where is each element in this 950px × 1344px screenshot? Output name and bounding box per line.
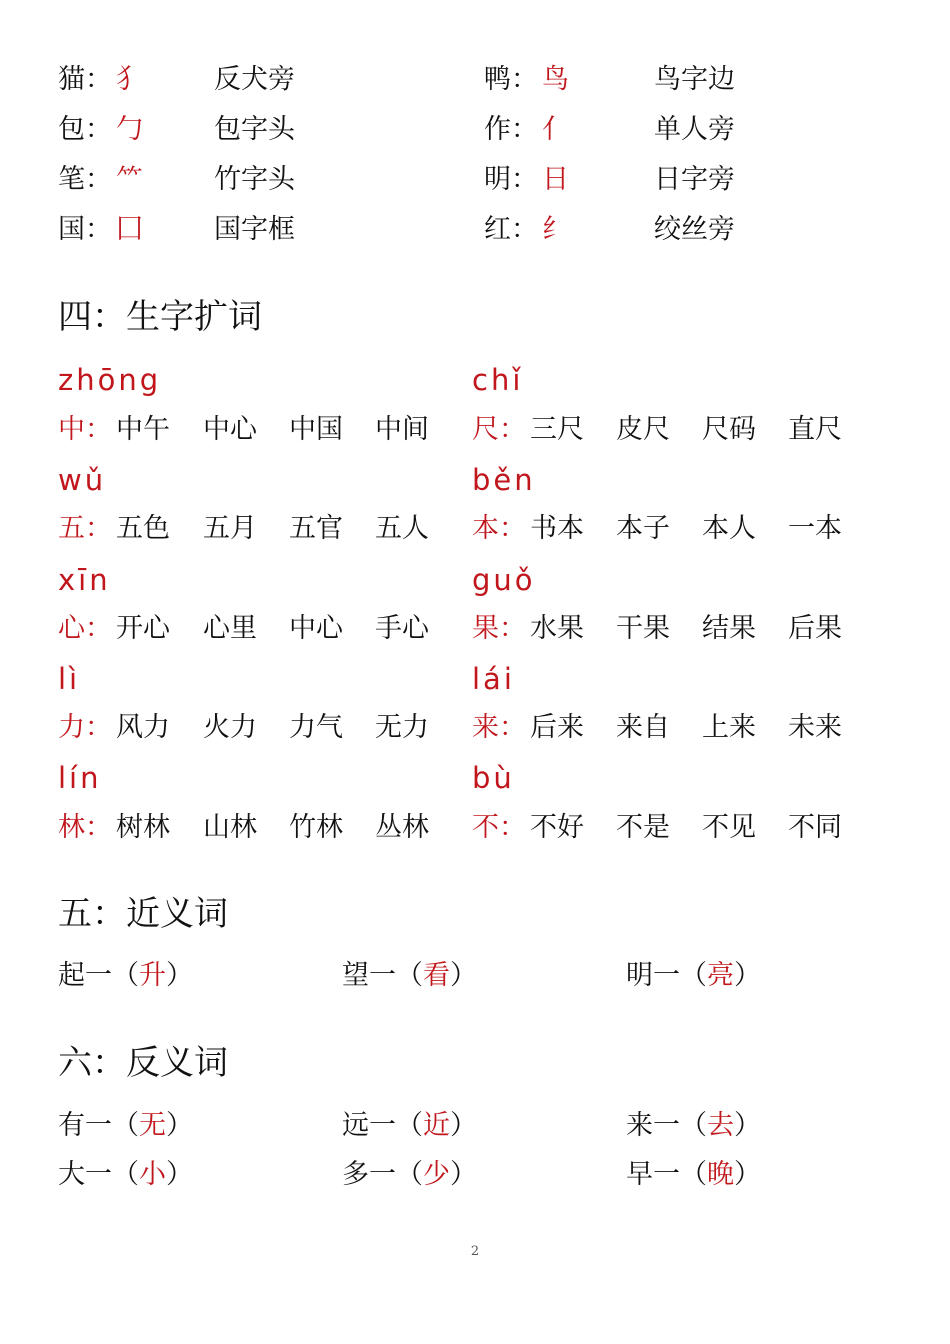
word: 五人 [375, 513, 429, 544]
word-row [472, 808, 872, 848]
radical-name: 竹字头 [214, 164, 295, 195]
radical-glyph: 勹 [116, 114, 143, 145]
synonym-pair [342, 956, 477, 996]
word: 三尺 [530, 414, 584, 445]
radical-name: 反犬旁 [214, 64, 295, 95]
word: 不见 [702, 812, 756, 843]
radical-row [58, 210, 438, 250]
radical-char: 笔： [58, 164, 112, 195]
pair-answer: 少 [423, 1159, 450, 1190]
word: 风力 [116, 712, 170, 743]
radical-name: 单人旁 [654, 114, 735, 145]
word: 本子 [616, 513, 670, 544]
pair-answer: 晚 [707, 1159, 734, 1190]
section-heading-synonyms: 五：近义词 [58, 894, 228, 934]
pinyin: wǔ [58, 463, 107, 497]
word: 不是 [616, 812, 670, 843]
radical-name: 日字旁 [654, 164, 735, 195]
word-row [58, 509, 458, 549]
pair-word: 大一（ [58, 1159, 139, 1190]
pair-word: 明一（ [626, 960, 707, 991]
word: 上来 [702, 712, 756, 743]
radical-row [484, 210, 864, 250]
entry-char: 林： [58, 812, 112, 843]
radical-name: 国字框 [214, 214, 295, 245]
word-row [58, 808, 458, 848]
synonym-pair [626, 956, 761, 996]
word: 五月 [203, 513, 257, 544]
word: 本人 [702, 513, 756, 544]
entry-char: 心： [58, 613, 112, 644]
word: 五官 [289, 513, 343, 544]
radical-char: 明： [484, 164, 538, 195]
word: 山林 [203, 812, 257, 843]
pair-close: ） [450, 960, 477, 991]
word: 开心 [116, 613, 170, 644]
word: 干果 [616, 613, 670, 644]
word: 未来 [788, 712, 842, 743]
radical-char: 作： [484, 114, 538, 145]
section-heading-word-expansion: 四：生字扩词 [58, 297, 262, 337]
radical-glyph: 犭 [116, 64, 143, 95]
word: 书本 [530, 513, 584, 544]
word: 中心 [289, 613, 343, 644]
word: 五色 [116, 513, 170, 544]
word: 水果 [530, 613, 584, 644]
entry-char: 尺： [472, 414, 526, 445]
radical-glyph: 亻 [542, 114, 569, 145]
word: 心里 [203, 613, 257, 644]
word: 无力 [375, 712, 429, 743]
entry-char: 本： [472, 513, 526, 544]
radical-row [58, 160, 438, 200]
page-number: 2 [470, 1244, 480, 1259]
pair-close: ） [166, 1110, 193, 1141]
section-heading-antonyms: 六：反义词 [58, 1043, 228, 1083]
antonym-pair [58, 1106, 193, 1146]
entry-char: 五： [58, 513, 112, 544]
pair-word: 望一（ [342, 960, 423, 991]
pinyin: xīn [58, 563, 111, 597]
radical-char: 红： [484, 214, 538, 245]
word: 树林 [116, 812, 170, 843]
radical-glyph: ⺮ [116, 164, 143, 195]
radical-row [58, 110, 438, 150]
word-row [472, 708, 872, 748]
pair-answer: 亮 [707, 960, 734, 991]
word: 直尺 [788, 414, 842, 445]
pair-close: ） [166, 960, 193, 991]
word: 中国 [289, 414, 343, 445]
pair-word: 有一（ [58, 1110, 139, 1141]
pair-close: ） [734, 960, 761, 991]
word: 竹林 [289, 812, 343, 843]
radical-char: 包： [58, 114, 112, 145]
pair-word: 来一（ [626, 1110, 707, 1141]
pair-word: 早一（ [626, 1159, 707, 1190]
word: 皮尺 [616, 414, 670, 445]
word: 尺码 [702, 414, 756, 445]
entry-char: 来： [472, 712, 526, 743]
synonym-pair [58, 956, 193, 996]
radical-name: 包字头 [214, 114, 295, 145]
word: 来自 [616, 712, 670, 743]
pair-answer: 去 [707, 1110, 734, 1141]
radical-glyph: 鸟 [542, 64, 569, 95]
word-row [58, 609, 458, 649]
pair-answer: 小 [139, 1159, 166, 1190]
pair-answer: 看 [423, 960, 450, 991]
pinyin: zhōng [58, 363, 162, 397]
radical-row [484, 60, 864, 100]
radical-char: 猫： [58, 64, 112, 95]
entry-char: 力： [58, 712, 112, 743]
word: 中间 [375, 414, 429, 445]
pinyin: lín [58, 761, 102, 795]
word: 后来 [530, 712, 584, 743]
antonym-pair [58, 1155, 193, 1195]
pinyin: chǐ [472, 363, 524, 397]
radical-char: 国： [58, 214, 112, 245]
radical-char: 鸭： [484, 64, 538, 95]
word: 中午 [116, 414, 170, 445]
word-row [472, 410, 872, 450]
radical-glyph: 纟 [542, 214, 569, 245]
pinyin: lái [472, 662, 515, 696]
antonym-pair [342, 1155, 477, 1195]
word: 手心 [375, 613, 429, 644]
word: 力气 [289, 712, 343, 743]
pair-close: ） [450, 1110, 477, 1141]
radical-glyph: 囗 [116, 214, 143, 245]
radical-glyph: 日 [542, 164, 569, 195]
antonym-pair [342, 1106, 477, 1146]
word: 不好 [530, 812, 584, 843]
pair-answer: 升 [139, 960, 166, 991]
word: 丛林 [375, 812, 429, 843]
word: 结果 [702, 613, 756, 644]
word: 不同 [788, 812, 842, 843]
pair-answer: 无 [139, 1110, 166, 1141]
radical-row [484, 160, 864, 200]
antonym-pair [626, 1155, 761, 1195]
word-row [58, 708, 458, 748]
pinyin: bù [472, 761, 515, 795]
pair-word: 远一（ [342, 1110, 423, 1141]
antonym-pair [626, 1106, 761, 1146]
word: 后果 [788, 613, 842, 644]
radical-name: 绞丝旁 [654, 214, 735, 245]
word-row [472, 509, 872, 549]
radical-row [58, 60, 438, 100]
pair-close: ） [450, 1159, 477, 1190]
entry-char: 不： [472, 812, 526, 843]
radical-row [484, 110, 864, 150]
pair-close: ） [166, 1159, 193, 1190]
word-row [472, 609, 872, 649]
word-row [58, 410, 458, 450]
pinyin: běn [472, 463, 536, 497]
pair-answer: 近 [423, 1110, 450, 1141]
entry-char: 果： [472, 613, 526, 644]
pair-word: 起一（ [58, 960, 139, 991]
word: 中心 [203, 414, 257, 445]
pair-word: 多一（ [342, 1159, 423, 1190]
pair-close: ） [734, 1159, 761, 1190]
entry-char: 中： [58, 414, 112, 445]
word: 火力 [203, 712, 257, 743]
pinyin: guǒ [472, 563, 536, 597]
pair-close: ） [734, 1110, 761, 1141]
pinyin: lì [58, 662, 81, 696]
radical-name: 鸟字边 [654, 64, 735, 95]
word: 一本 [788, 513, 842, 544]
